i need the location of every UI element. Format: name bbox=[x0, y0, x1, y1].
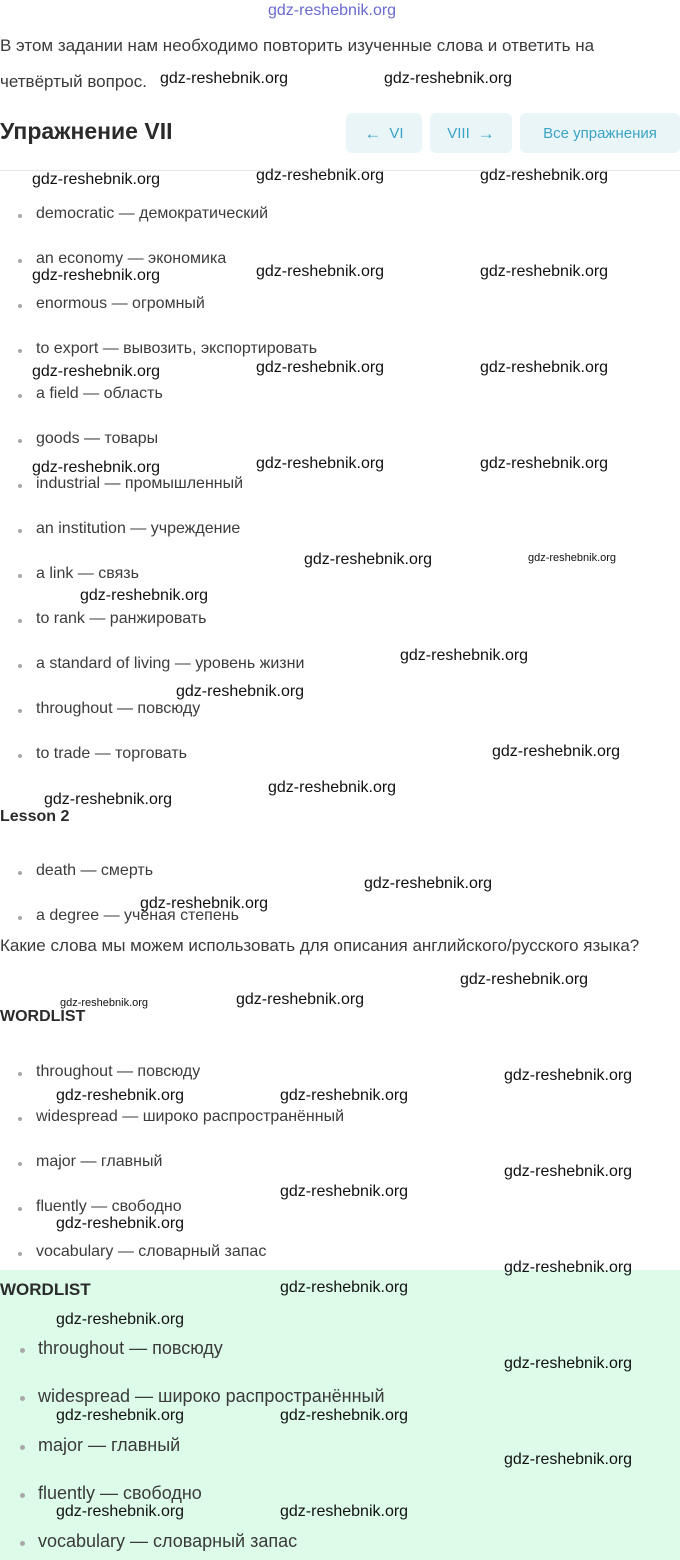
watermark: gdz-reshebnik.org bbox=[60, 997, 149, 1009]
watermark: gdz-reshebnik.org bbox=[80, 587, 209, 604]
watermark: gdz-reshebnik.org bbox=[480, 455, 609, 472]
watermark: gdz-reshebnik.org bbox=[480, 359, 609, 376]
bullet bbox=[18, 709, 22, 713]
bullet bbox=[20, 1445, 25, 1450]
bullet bbox=[18, 439, 22, 443]
intro-text: В этом задании нам необходимо повторить изученные слова и ответить на четвёртый вопрос. bbox=[0, 36, 595, 91]
watermark: gdz-reshebnik.org bbox=[480, 167, 609, 184]
bullet bbox=[18, 1252, 22, 1256]
watermark: gdz-reshebnik.org bbox=[256, 167, 385, 184]
watermark: gdz-reshebnik.org bbox=[140, 895, 269, 912]
watermark: gdz-reshebnik.org bbox=[256, 359, 385, 376]
watermark: gdz-reshebnik.org bbox=[268, 779, 397, 796]
bullet bbox=[18, 529, 22, 533]
watermark: gdz-reshebnik.org bbox=[504, 1067, 633, 1084]
bullet bbox=[18, 394, 22, 398]
bullet bbox=[18, 214, 22, 218]
watermark: gdz-reshebnik.org bbox=[56, 1087, 185, 1104]
watermark: gdz-reshebnik.org bbox=[32, 363, 161, 380]
bullet bbox=[18, 664, 22, 668]
all-exercises-label: Все упражнения bbox=[543, 124, 657, 142]
lesson2-heading: Lesson 2 bbox=[0, 808, 70, 825]
watermark: gdz-reshebnik.org bbox=[256, 455, 385, 472]
bullet bbox=[18, 754, 22, 758]
exercise-title: Упражнение VII bbox=[0, 118, 173, 144]
bullet bbox=[18, 574, 22, 578]
header-watermark: gdz-reshebnik.org bbox=[268, 2, 397, 19]
watermark: gdz-reshebnik.org bbox=[280, 1279, 409, 1296]
watermark: gdz-reshebnik.org bbox=[480, 263, 609, 280]
watermark: gdz-reshebnik.org bbox=[176, 683, 305, 700]
bullet bbox=[20, 1396, 25, 1401]
bullet bbox=[18, 1117, 22, 1121]
watermark: gdz-reshebnik.org bbox=[504, 1163, 633, 1180]
bullet bbox=[18, 619, 22, 623]
watermark: gdz-reshebnik.org bbox=[492, 743, 621, 760]
watermark: gdz-reshebnik.org bbox=[280, 1183, 409, 1200]
watermark: gdz-reshebnik.org bbox=[280, 1503, 409, 1520]
watermark: gdz-reshebnik.org bbox=[280, 1087, 409, 1104]
watermark: gdz-reshebnik.org bbox=[256, 263, 385, 280]
watermark: gdz-reshebnik.org bbox=[236, 991, 365, 1008]
prev-exercise-label: VI bbox=[389, 124, 404, 142]
bullet bbox=[20, 1541, 25, 1546]
bullet bbox=[18, 349, 22, 353]
answer-box-heading: WORDLIST bbox=[0, 1280, 91, 1299]
watermark: gdz-reshebnik.org bbox=[504, 1355, 633, 1372]
watermark: gdz-reshebnik.org bbox=[400, 647, 529, 664]
bullet bbox=[20, 1493, 25, 1498]
watermark: gdz-reshebnik.org bbox=[384, 70, 513, 87]
watermark: gdz-reshebnik.org bbox=[32, 459, 161, 476]
bullet bbox=[18, 259, 22, 263]
watermark: gdz-reshebnik.org bbox=[160, 70, 289, 87]
watermark: gdz-reshebnik.org bbox=[56, 1311, 185, 1328]
bullet bbox=[20, 1348, 25, 1353]
next-exercise-label: VIII bbox=[447, 124, 470, 142]
watermark: gdz-reshebnik.org bbox=[32, 171, 161, 188]
bullet bbox=[18, 304, 22, 308]
watermark: gdz-reshebnik.org bbox=[56, 1407, 185, 1424]
watermark: gdz-reshebnik.org bbox=[304, 551, 433, 568]
bullet bbox=[18, 916, 22, 920]
bullet bbox=[18, 1072, 22, 1076]
bullet bbox=[18, 1207, 22, 1211]
bullet bbox=[18, 1162, 22, 1166]
bullet bbox=[18, 484, 22, 488]
bullet bbox=[18, 871, 22, 875]
watermark: gdz-reshebnik.org bbox=[56, 1503, 185, 1520]
watermark: gdz-reshebnik.org bbox=[460, 971, 589, 988]
arrow-left-icon: ← bbox=[364, 123, 382, 143]
watermark: gdz-reshebnik.org bbox=[280, 1407, 409, 1424]
prev-exercise-button[interactable] bbox=[346, 113, 422, 153]
watermark: gdz-reshebnik.org bbox=[44, 791, 173, 808]
next-exercise-button[interactable] bbox=[430, 113, 512, 153]
all-exercises-button[interactable] bbox=[520, 113, 680, 153]
arrow-right-icon: → bbox=[477, 123, 495, 143]
watermark: gdz-reshebnik.org bbox=[504, 1259, 633, 1276]
wordlist-heading: WORDLIST bbox=[0, 1008, 86, 1025]
watermark: gdz-reshebnik.org bbox=[56, 1215, 185, 1232]
watermark: gdz-reshebnik.org bbox=[504, 1451, 633, 1468]
watermark: gdz-reshebnik.org bbox=[32, 267, 161, 284]
watermark: gdz-reshebnik.org bbox=[364, 875, 493, 892]
question-text: Какие слова мы можем использовать для описания английского/русского языка? bbox=[0, 936, 640, 955]
watermark: gdz-reshebnik.org bbox=[528, 552, 617, 564]
